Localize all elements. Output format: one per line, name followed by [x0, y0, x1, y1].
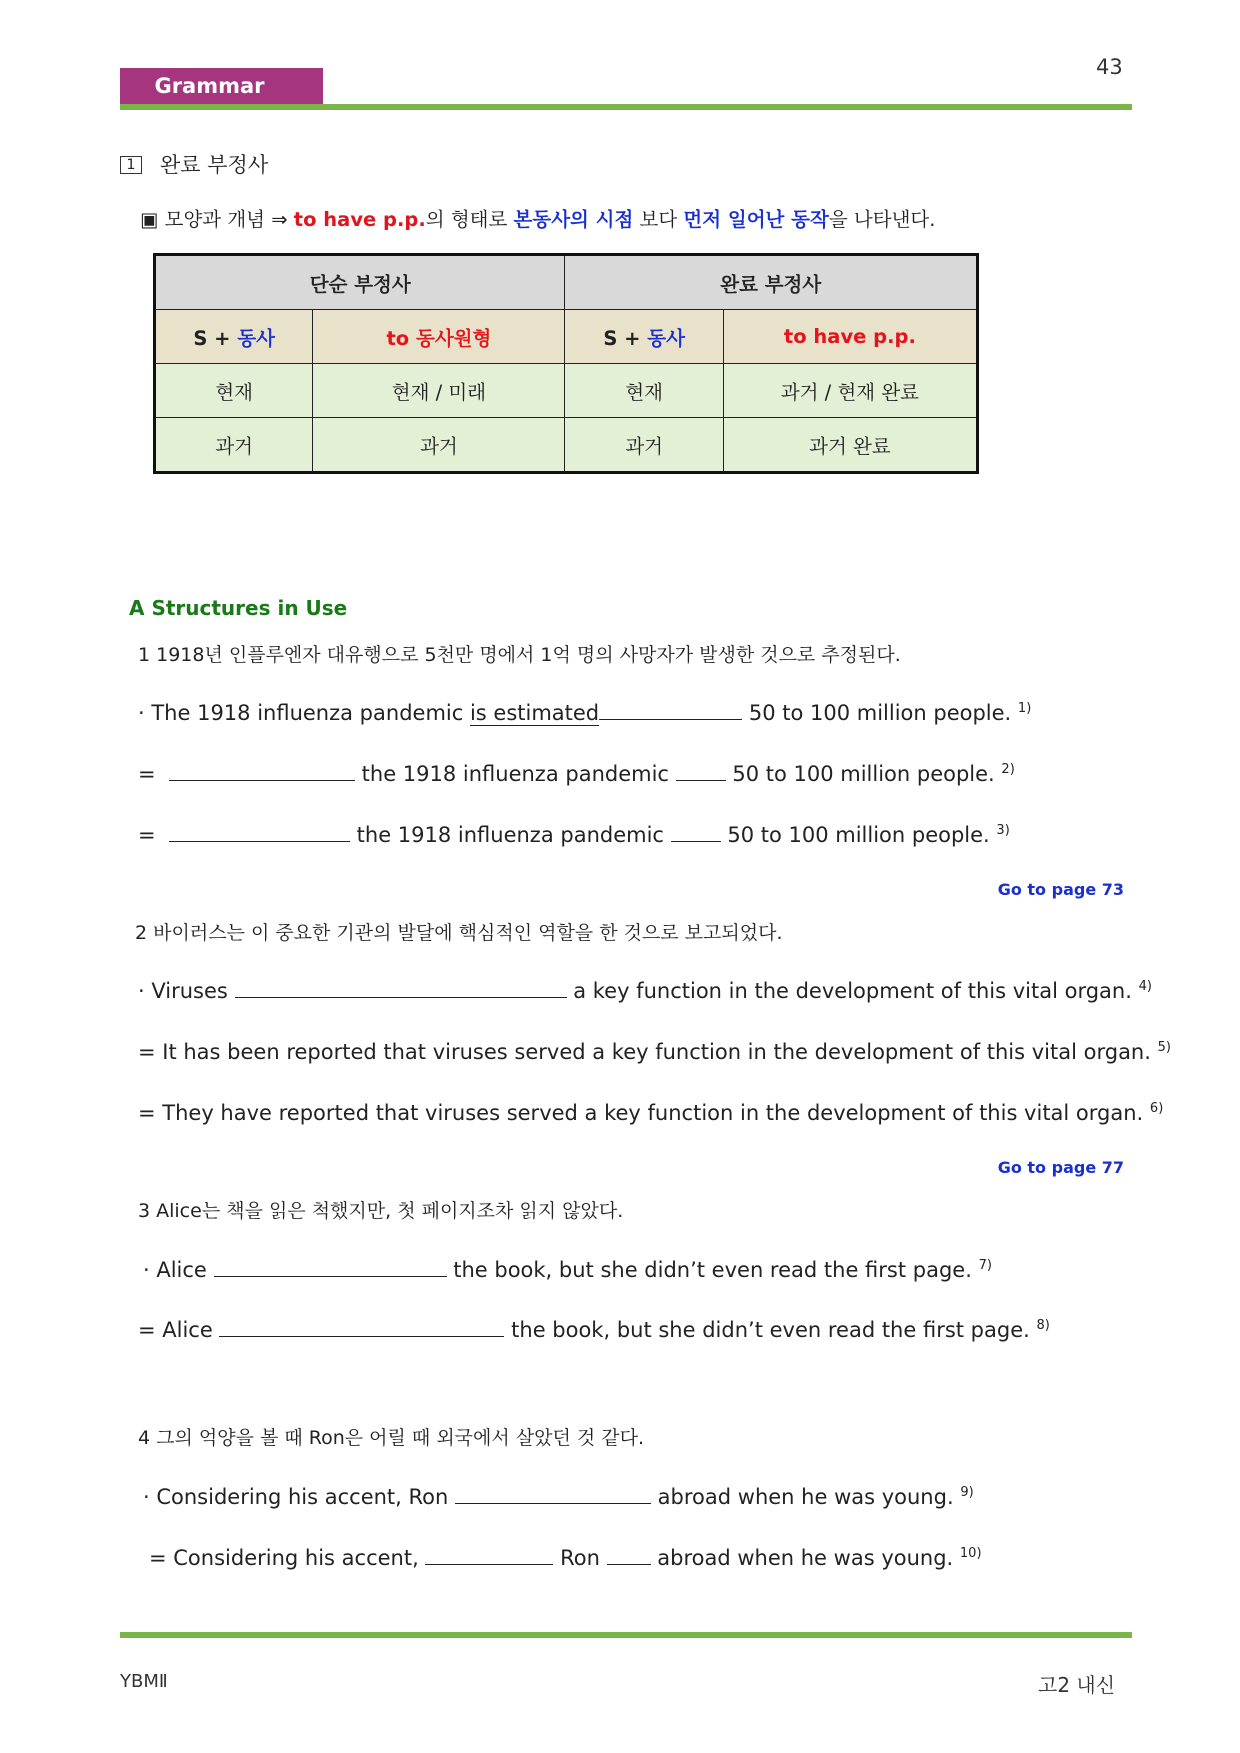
- infinitive-table: [153, 253, 979, 474]
- table-header-simple: 단순 부정사: [155, 255, 565, 310]
- answer-blank[interactable]: [219, 1335, 504, 1337]
- answer-blank[interactable]: [169, 840, 350, 842]
- table-cell: S + 동사: [155, 310, 313, 364]
- q3-korean: 3 Alice는 책을 읽은 척했지만, 첫 페이지조차 읽지 않았다.: [138, 1200, 624, 1222]
- q3-line-2: = Alice the book, but she didn’t even read the first page. $^{8)}$: [138, 1318, 1050, 1342]
- structures-title: A Structures in Use: [129, 596, 348, 620]
- q4-korean: 4 그의 억양을 볼 때 Ron은 어릴 때 외국에서 살았던 것 같다.: [138, 1427, 645, 1449]
- go-to-page-77-link[interactable]: Go to page 77: [997, 1158, 1124, 1177]
- q1-line-1: · The 1918 influenza pandemic is estimated 50 to 100 million people. $^{1)}$: [138, 701, 1032, 725]
- table-cell: 과거 / 현재 완료: [723, 364, 977, 418]
- section-title: 완료 부정사: [160, 153, 269, 177]
- footer-publisher: YBMⅡ: [120, 1671, 168, 1692]
- table-header-row: [155, 255, 978, 310]
- concept-text: 보다: [633, 208, 684, 231]
- concept-earlier-action: 먼저 일어난 동작: [683, 208, 829, 231]
- answer-blank[interactable]: [455, 1502, 651, 1504]
- q1-line-3: = the 1918 influenza pandemic 50 to 100 million people. $^{3)}$: [138, 823, 1010, 847]
- answer-blank[interactable]: [676, 779, 726, 781]
- table-row: [155, 364, 978, 418]
- table-cell: 현재: [565, 364, 723, 418]
- answer-blank[interactable]: [235, 996, 567, 998]
- q1-korean: 1 1918년 인플루엔자 대유행으로 5천만 명에서 1억 명의 사망자가 발생한 것으로 추정된다.: [138, 644, 901, 666]
- answer-blank[interactable]: [169, 779, 355, 781]
- q2-line-2: = It has been reported that viruses served a key function in the development of this vital organ. $^{5)}$: [138, 1040, 1171, 1064]
- footer-rule: [120, 1632, 1132, 1638]
- page-number: 43: [1096, 55, 1123, 79]
- footer-grade: 고2 내신: [1038, 1673, 1116, 1697]
- q4-line-2: = Considering his accent, Ron abroad when he was young. $^{10)}$: [149, 1546, 982, 1570]
- answer-blank[interactable]: [607, 1563, 651, 1565]
- q3-line-1: · Alice the book, but she didn’t even read the first page. $^{7)}$: [143, 1258, 992, 1282]
- table-row: [155, 418, 978, 473]
- table-cell: S + 동사: [565, 310, 723, 364]
- section-tab-grammar: Grammar: [120, 68, 323, 104]
- concept-text: 모양과 개념 ⇒: [158, 208, 294, 231]
- concept-text: 을 나타낸다.: [828, 208, 936, 231]
- q4-line-1: · Considering his accent, Ron abroad when he was young. $^{9)}$: [143, 1485, 974, 1509]
- section-number-box: 1: [120, 156, 142, 174]
- answer-blank[interactable]: [599, 718, 742, 720]
- answer-blank[interactable]: [214, 1275, 447, 1277]
- header-rule: [120, 104, 1132, 110]
- q2-korean: 2 바이러스는 이 중요한 기관의 발달에 핵심적인 역할을 한 것으로 보고되었다.: [135, 922, 783, 944]
- table-cell: to have p.p.: [723, 310, 977, 364]
- q2-line-1: · Viruses a key function in the development of this vital organ. $^{4)}$: [138, 979, 1152, 1003]
- q1-line-2: = the 1918 influenza pandemic 50 to 100 million people. $^{2)}$: [138, 762, 1015, 786]
- table-cell: 과거 완료: [723, 418, 977, 473]
- table-subheader-row: [155, 310, 978, 364]
- answer-blank[interactable]: [671, 840, 721, 842]
- concept-line: [140, 204, 935, 232]
- q2-line-3: = They have reported that viruses served a key function in the development of this vital organ. $^{6)}$: [138, 1101, 1164, 1125]
- concept-text: 의 형태로: [425, 208, 514, 231]
- go-to-page-73-link[interactable]: Go to page 73: [997, 880, 1124, 899]
- table-cell: 과거: [155, 418, 313, 473]
- answer-blank[interactable]: [425, 1563, 553, 1565]
- square-bullet-icon: ▣: [140, 208, 159, 231]
- table-cell: 과거: [565, 418, 723, 473]
- table-header-perfect: 완료 부정사: [565, 255, 978, 310]
- table-cell: 현재: [155, 364, 313, 418]
- table-cell: 현재 / 미래: [313, 364, 565, 418]
- concept-main-verb-time: 본동사의 시점: [513, 208, 634, 231]
- concept-form: to have p.p.: [293, 208, 426, 231]
- table-cell: to 동사원형: [313, 310, 565, 364]
- table-cell: 과거: [313, 418, 565, 473]
